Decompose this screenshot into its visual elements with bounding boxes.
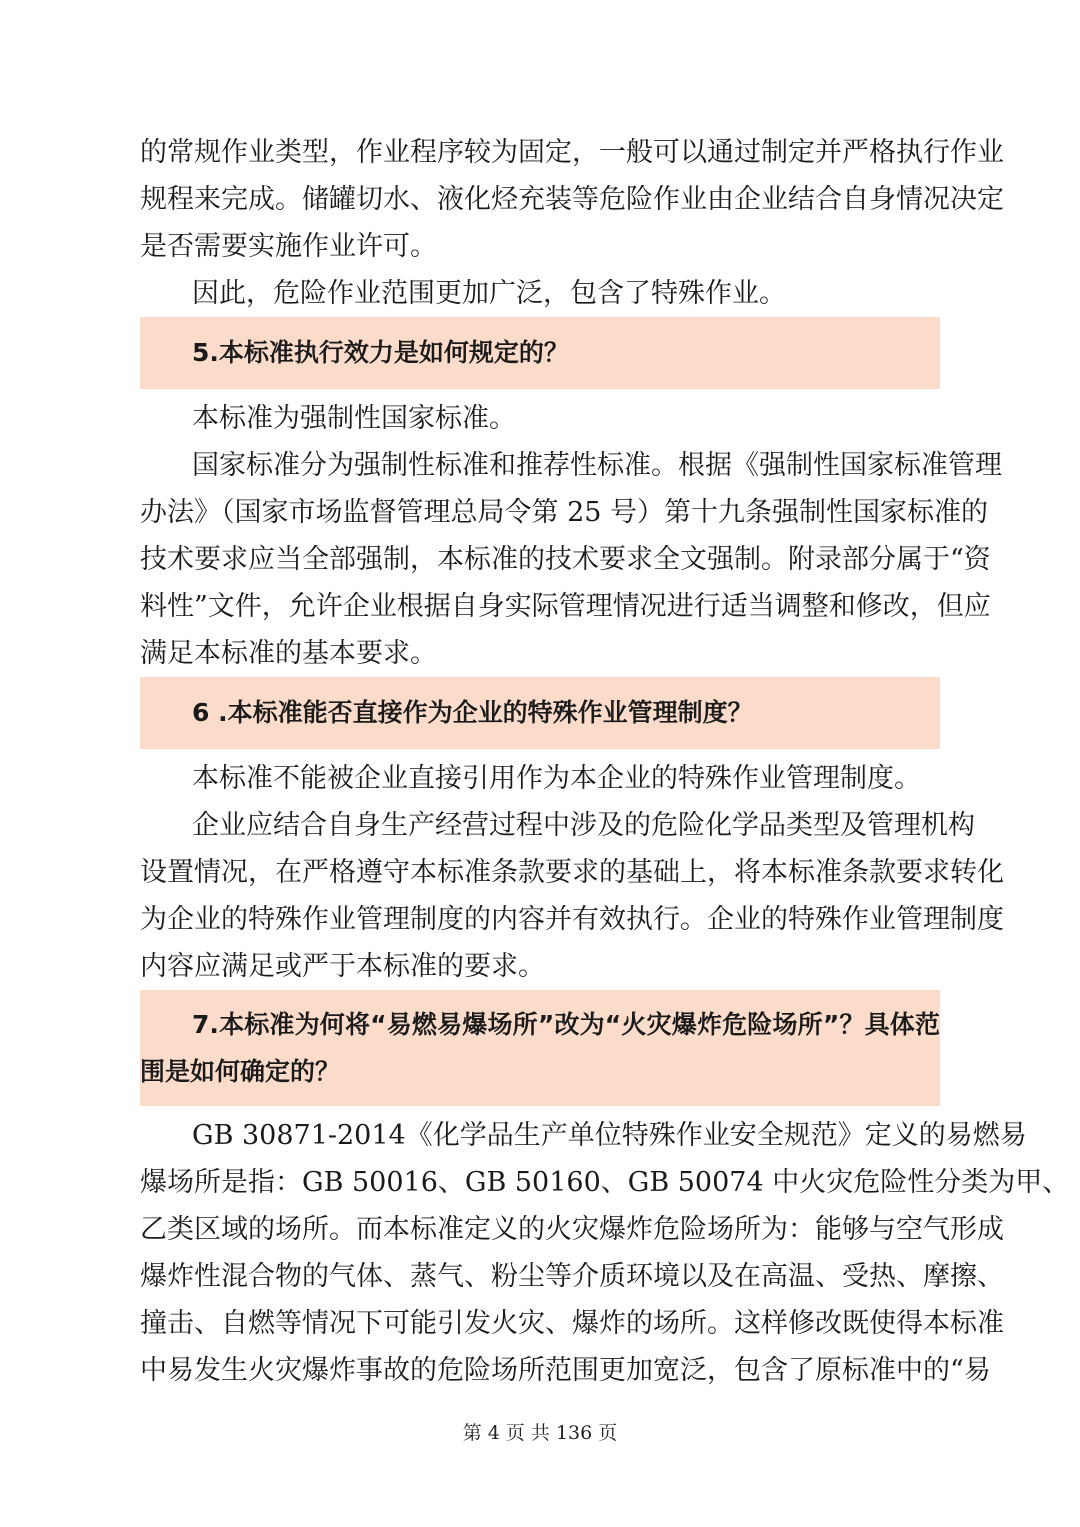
section-heading-6 (140, 677, 940, 749)
text-line: 本标准不能被企业直接引用作为本企业的特殊作业管理制度。 (192, 763, 921, 794)
text-line: 爆炸性混合物的气体、蒸气、粉尘等介质环境以及在高温、受热、摩擦、 (140, 1261, 1004, 1292)
text-line: 是否需要实施作业许可。 (140, 231, 437, 262)
heading-text: 5.本标准执行效力是如何规定的？ (192, 338, 569, 367)
text-line: 办法》（国家市场监督管理总局令第 25 号）第十九条强制性国家标准的 (140, 497, 989, 528)
text-line: 规程来完成。储罐切水、液化烃充装等危险作业由企业结合自身情况决定 (140, 184, 1004, 215)
text-line: 企业应结合自身生产经营过程中涉及的危险化学品类型及管理机构 (192, 810, 975, 841)
text-line: 本标准为强制性国家标准。 (192, 403, 516, 434)
paragraph-enterprise-requirements (140, 802, 1004, 990)
paragraph-answer-5 (140, 395, 940, 442)
text-line: 乙类区域的场所。而本标准定义的火灾爆炸危险场所为：能够与空气形成 (140, 1214, 1004, 1245)
text-line: 撞击、自燃等情况下可能引发火灾、爆炸的场所。这样修改既使得本标准 (140, 1308, 1004, 1339)
paragraph-continuation (140, 129, 1004, 270)
heading-text: 7.本标准为何将“易燃易爆场所”改为“火灾爆炸危险场所”？具体范 (192, 1010, 940, 1039)
section-heading-5 (140, 317, 940, 389)
text-line: 设置情况，在严格遵守本标准条款要求的基础上，将本标准条款要求转化 (140, 857, 1004, 888)
text-line: 料性”文件，允许企业根据自身实际管理情况进行适当调整和修改，但应 (140, 591, 991, 622)
text-line: 爆场所是指：GB 50016、GB 50160、GB 50074 中火灾危险性分类为甲、 (140, 1167, 1070, 1198)
text-line: 内容应满足或严于本标准的要求。 (140, 951, 545, 982)
text-line: GB 30871-2014《化学品生产单位特殊作业安全规范》定义的易燃易 (192, 1120, 1027, 1151)
text-line: 中易发生火灾爆炸事故的危险场所范围更加宽泛，包含了原标准中的“易 (140, 1355, 991, 1386)
paragraph-answer-6 (140, 755, 940, 802)
heading-text: 6 .本标准能否直接作为企业的特殊作业管理制度？ (192, 698, 753, 727)
text-line: 国家标准分为强制性标准和推荐性标准。根据《强制性国家标准管理 (192, 450, 1002, 481)
document-page (140, 129, 1070, 1394)
text-line: 因此，危险作业范围更加广泛，包含了特殊作业。 (192, 278, 786, 309)
text-line: 为企业的特殊作业管理制度的内容并有效执行。企业的特殊作业管理制度 (140, 904, 1004, 935)
paragraph-conclusion (140, 270, 940, 317)
paragraph-standard-types (140, 442, 1002, 677)
section-heading-7 (140, 990, 940, 1106)
text-line: 满足本标准的基本要求。 (140, 638, 437, 669)
text-line: 技术要求应当全部强制，本标准的技术要求全文强制。附录部分属于“资 (140, 544, 991, 575)
text-line: 的常规作业类型，作业程序较为固定，一般可以通过制定并严格执行作业 (140, 137, 1004, 168)
heading-text: 围是如何确定的？ (140, 1057, 341, 1086)
paragraph-definition-comparison (140, 1112, 1070, 1394)
page-number-footer: 第 4 页 共 136 页 (462, 1422, 618, 1444)
